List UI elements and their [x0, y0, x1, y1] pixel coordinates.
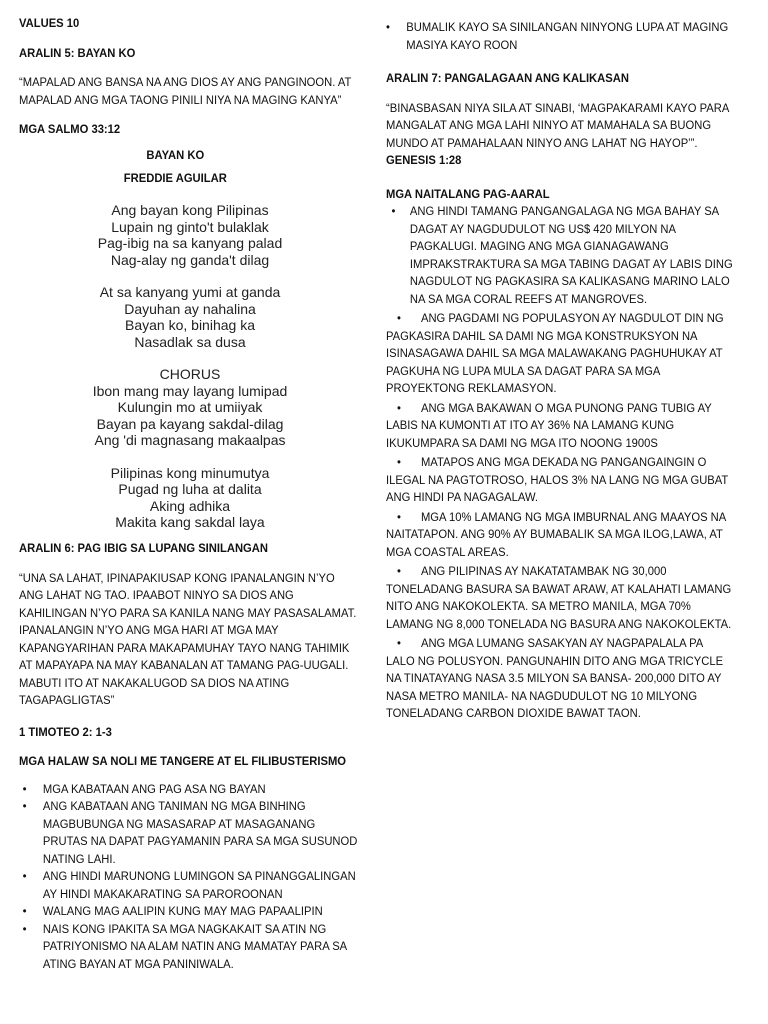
lyric-line: Dayuhan ay nahalina: [124, 300, 256, 317]
lyric-line: Aking adhika: [149, 497, 231, 514]
halaw-heading: MGA HALAW SA NOLI ME TANGERE AT EL FILIBUSTERISMO: [19, 754, 347, 768]
bullet-icon: •: [397, 564, 401, 578]
document-title: VALUES 10: [19, 16, 80, 30]
list-item: • ANG MGA LUMANG SASAKYAN AY NAGPAPALALA PA LALO NG POLUSYON. PANGUNAHIN DITO ANG MGA TRICYCLE NA TINATAYANG NASA 3.5 MILYON SA BANSA- 200,000 DITO AY NASA METRO MANILA- NA NAGDUDULOT NG 10 MILYONG TONELADANG CARBON DIOXIDE BAWAT TAON.: [386, 636, 724, 720]
chorus-label: CHORUS: [159, 366, 221, 382]
list-item: • BUMALIK KAYO SA SINILANGAN NINYONG LUPA AT MAGING MASIYA KAYO ROON: [386, 20, 729, 52]
stanza-3: [19, 465, 361, 531]
right-text-block: [386, 19, 734, 723]
lyric-line: At sa kanyang yumi at ganda: [99, 284, 281, 300]
bullet-icon: •: [22, 921, 27, 936]
lyric-line: Nasadlak sa dusa: [134, 333, 246, 350]
lyric-line: Bayan pa kayang sakdal-dilag: [96, 415, 284, 432]
lyric-line: Pugad ng luha at dalita: [118, 481, 262, 497]
studies-heading: MGA NAITALANG PAG-AARAL: [386, 186, 550, 201]
list-item: • ANG KABATAAN ANG TANIMAN NG MGA BINHING MAGBUBUNGA NG MASASARAP AT MASAGANANG PRUTAS NA DAPAT PAGYAMANIN PARA SA MGA SUSUNOD NATING LAHI.: [22, 799, 358, 866]
lyric-line: Lupain ng ginto't bulaklak: [111, 218, 269, 235]
lyric-line: Pag-ibig na sa kanyang palad: [97, 235, 283, 251]
bullet-icon: •: [22, 781, 27, 796]
list-item: • NAIS KONG IPAKITA SA MGA NAGKAKAIT SA ATIN NG PATRIYONISMO NA ALAM NATIN ANG MAMATAY PARA SA ATING BAYAN AT MGA PANINIWALA.: [22, 921, 347, 971]
bullet-icon: •: [386, 20, 390, 34]
list-item: • ANG PAGDAMI NG POPULASYON AY NAGDULOT DIN NG PAGKASIRA DAHIL SA DAMI NG MGA KONSTRUKSYON NA ISINASAGAWA DAHIL SA MGA MALAWAKANG PAGHUHUKAY AT PAGKUHA NG LUPA MULA SA DAGAT PARA SA MGA PROYEKTONG REKLAMASYON.: [386, 311, 724, 395]
lyric-line: Ang bayan kong Pilipinas: [111, 202, 269, 218]
lesson7-reference: GENESIS 1:28: [386, 153, 462, 167]
halaw-list: [19, 781, 359, 974]
left-text-block: [19, 15, 359, 188]
bullet-icon: •: [397, 455, 401, 469]
bullet-icon: •: [22, 869, 27, 883]
left-lower-block: [19, 540, 359, 973]
song-title: BAYAN KO: [146, 147, 205, 162]
song-lyrics: [19, 202, 361, 531]
lesson5-reference: MGA SALMO 33:12: [19, 122, 121, 136]
lyric-line: Makita kang sakdal laya: [115, 514, 265, 530]
list-item: • ANG PILIPINAS AY NAKATATAMBAK NG 30,000 TONELADANG BASURA SA BAWAT ARAW, AT KALAHATI LAMANG NITO ANG NAKOKOLEKTA. SA METRO MANILA, MGA 70% LAMANG NG 8,000 TONELADA NG BASURA ANG NAKOKOLEKTA.: [386, 564, 732, 631]
stanza-1: [19, 202, 361, 268]
studies-list-indented: [386, 310, 734, 723]
bullet-icon: •: [22, 799, 27, 813]
lyric-line: Kulungin mo at umiiyak: [117, 399, 263, 415]
lesson5-heading: ARALIN 5: BAYAN KO: [19, 45, 136, 60]
lesson6-reference: 1 TIMOTEO 2: 1-3: [19, 724, 112, 739]
lesson7-heading: ARALIN 7: PANGALAGAAN ANG KALIKASAN: [386, 71, 629, 85]
lesson6-quote: “UNA SA LAHAT, IPINAPAKIUSAP KONG IPANALANGIN N’YO ANG LAHAT NG TAO. IPAABOT NINYO SA DIOS ANG KAHILINGAN N’YO PARA SA KANILA NANG MAY PASASALAMAT. IPANALANGIN N’YO ANG MGA HARI AT MGA MAY KAPANGYARIHAN PARA MAKAPAMUHAY TAYO NANG TAHIMIK AT MAPAYAPA NA MAY KABANALAN AT TAMANG PAG-UUGALI. MABUTI ITO AT NAKAKALUGOD SA DIOS NA ATING TAGAPAGLIGTAS”: [19, 570, 357, 707]
list-item: • ANG HINDI TAMANG PANGANGALAGA NG MGA BAHAY SA DAGAT AY NAGDUDULOT NG US$ 420 MILYON NA PAGKALUGI. MAGING ANG MGA GIANAGAWANG IMPRAKSTRAKTURA SA MGA TABING DAGAT AY LABIS DING NAGDULOT NG PAGKASIRA SA KALIKASANG MARINO LALO NA SA MGA CORAL REEFS AT MANGROVES.: [391, 204, 733, 306]
studies-list: [386, 203, 734, 308]
lyric-line: Bayan ko, binihag ka: [125, 317, 255, 333]
bullet-icon: •: [397, 636, 401, 650]
lesson5-quote: “MAPALAD ANG BANSA NA ANG DIOS AY ANG PANGINOON. AT MAPALAD ANG MGA TAONG PINILI NIYA NA MAGING KANYA”: [19, 75, 352, 107]
list-item: • WALANG MAG AALIPIN KUNG MAY MAG PAPAALIPIN: [19, 903, 359, 921]
list-item: • MATAPOS ANG MGA DEKADA NG PANGANGAINGIN O ILEGAL NA PAGTOTROSO, HALOS 3% NA LANG NG MGA GUBAT ANG HINDI PA NAGAGALAW.: [386, 455, 729, 504]
list-item: • ANG MGA BAKAWAN O MGA PUNONG PANG TUBIG AY LABIS NA KUMONTI AT ITO AY 36% NA LAMANG KUNG IKUKUMPARA SA DAMI NG MGA ITO NOONG 1900S: [386, 400, 712, 450]
halaw-list-continued: [386, 19, 734, 54]
bullet-icon: •: [391, 204, 396, 218]
lesson7-quote: “BINASBASAN NIYA SILA AT SINABI, ‘MAGPAKARAMI KAYO PARA MANGALAT ANG MGA LAHI NINYO AT MAMAHALA SA BUONG MUNDO AT PAMAHALAAN NINYO ANG LAHAT NG HAYOP’”.: [386, 100, 729, 150]
stanza-2: [19, 284, 361, 350]
lyric-line: Ang 'di magnasang makaalpas: [94, 432, 286, 448]
bullet-icon: •: [22, 904, 27, 918]
list-item: • MGA 10% LAMANG NG MGA IMBURNAL ANG MAAYOS NA NAITATAPON. ANG 90% AY BUMABALIK SA MGA ILOG,LAWA, AT MGA COASTAL AREAS.: [386, 509, 726, 559]
bullet-icon: •: [397, 400, 401, 415]
bullet-icon: •: [397, 509, 401, 524]
list-item: • MGA KABATAAN ANG PAG ASA NG BAYAN: [19, 781, 359, 799]
lyric-line: Ibon mang may layang lumipad: [92, 382, 288, 399]
song-author: FREDDIE AGUILAR: [123, 171, 227, 185]
lesson6-heading: ARALIN 6: PAG IBIG SA LUPANG SINILANGAN: [19, 541, 268, 555]
list-item: • ANG HINDI MARUNONG LUMINGON SA PINANGGALINGAN AY HINDI MAKAKARATING SA PAROROONAN: [22, 869, 356, 901]
lyric-line: Pilipinas kong minumutya: [110, 464, 270, 481]
bullet-icon: •: [397, 311, 401, 325]
lyric-line: Nag-alay ng ganda't dilag: [110, 251, 270, 268]
chorus: [19, 366, 361, 449]
